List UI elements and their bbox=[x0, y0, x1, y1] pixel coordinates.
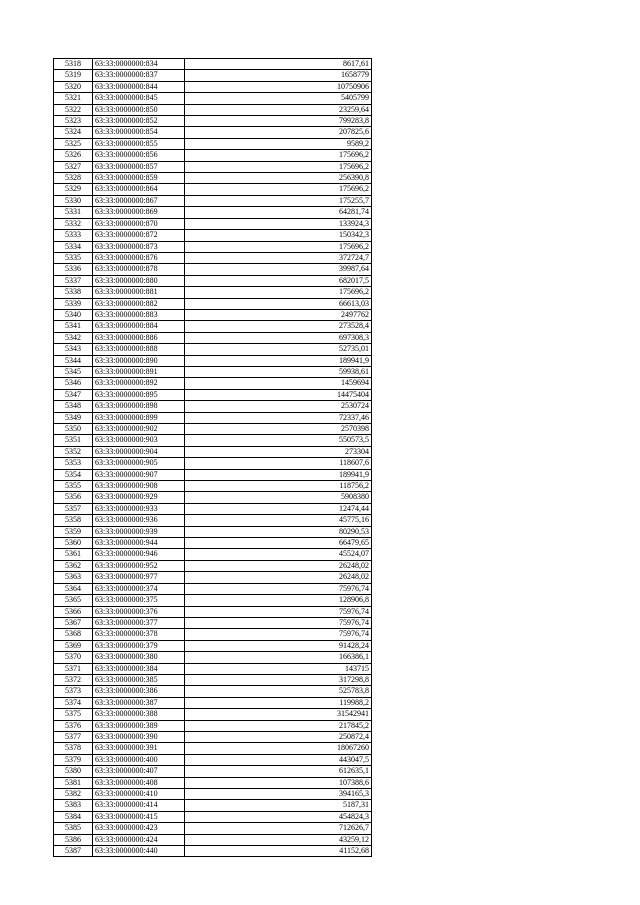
table-row bbox=[54, 116, 372, 127]
row-number-cell: 5374 bbox=[54, 697, 93, 708]
cadastral-number-cell: 63:33:0000000:380 bbox=[93, 652, 185, 663]
table-row bbox=[54, 640, 372, 651]
row-number-cell: 5354 bbox=[54, 469, 93, 480]
cadastral-number-cell: 63:33:0000000:378 bbox=[93, 629, 185, 640]
cadastral-number-cell: 63:33:0000000:844 bbox=[93, 81, 185, 92]
row-number-cell: 5371 bbox=[54, 663, 93, 674]
table-row bbox=[54, 104, 372, 115]
table-row bbox=[54, 583, 372, 594]
table-row bbox=[54, 252, 372, 263]
row-number-cell: 5381 bbox=[54, 777, 93, 788]
cadastral-number-cell: 63:33:0000000:944 bbox=[93, 538, 185, 549]
cadastral-number-cell: 63:33:0000000:414 bbox=[93, 800, 185, 811]
cadastral-number-cell: 63:33:0000000:898 bbox=[93, 401, 185, 412]
cadastral-number-cell: 63:33:0000000:902 bbox=[93, 424, 185, 435]
table-row bbox=[54, 241, 372, 252]
value-cell: 18067260 bbox=[185, 743, 372, 754]
row-number-cell: 5323 bbox=[54, 116, 93, 127]
row-number-cell: 5328 bbox=[54, 173, 93, 184]
value-cell: 12474,44 bbox=[185, 503, 372, 514]
value-cell: 23259,64 bbox=[185, 104, 372, 115]
row-number-cell: 5319 bbox=[54, 70, 93, 81]
row-number-cell: 5373 bbox=[54, 686, 93, 697]
cadastral-number-cell: 63:33:0000000:929 bbox=[93, 492, 185, 503]
row-number-cell: 5362 bbox=[54, 560, 93, 571]
table-row bbox=[54, 195, 372, 206]
cadastral-number-cell: 63:33:0000000:440 bbox=[93, 846, 185, 857]
value-cell: 59938,61 bbox=[185, 366, 372, 377]
value-cell: 150342,3 bbox=[185, 230, 372, 241]
row-number-cell: 5367 bbox=[54, 617, 93, 628]
row-number-cell: 5387 bbox=[54, 846, 93, 857]
row-number-cell: 5372 bbox=[54, 674, 93, 685]
cadastral-number-cell: 63:33:0000000:890 bbox=[93, 355, 185, 366]
cadastral-number-cell: 63:33:0000000:386 bbox=[93, 686, 185, 697]
row-number-cell: 5385 bbox=[54, 823, 93, 834]
cadastral-number-cell: 63:33:0000000:837 bbox=[93, 70, 185, 81]
value-cell: 189941,9 bbox=[185, 355, 372, 366]
row-number-cell: 5335 bbox=[54, 252, 93, 263]
value-cell: 45524,07 bbox=[185, 549, 372, 560]
cadastral-number-cell: 63:33:0000000:905 bbox=[93, 458, 185, 469]
value-cell: 72337,46 bbox=[185, 412, 372, 423]
cadastral-number-cell: 63:33:0000000:952 bbox=[93, 560, 185, 571]
table-row bbox=[54, 811, 372, 822]
table-row bbox=[54, 287, 372, 298]
cadastral-number-cell: 63:33:0000000:899 bbox=[93, 412, 185, 423]
row-number-cell: 5365 bbox=[54, 595, 93, 606]
table-row bbox=[54, 652, 372, 663]
table-row bbox=[54, 686, 372, 697]
table-row bbox=[54, 709, 372, 720]
value-cell: 273304 bbox=[185, 446, 372, 457]
table-row bbox=[54, 435, 372, 446]
value-cell: 10750906 bbox=[185, 81, 372, 92]
value-cell: 612635,1 bbox=[185, 766, 372, 777]
value-cell: 26248,02 bbox=[185, 572, 372, 583]
row-number-cell: 5336 bbox=[54, 264, 93, 275]
value-cell: 256390,8 bbox=[185, 173, 372, 184]
table-row bbox=[54, 230, 372, 241]
table-row bbox=[54, 515, 372, 526]
row-number-cell: 5324 bbox=[54, 127, 93, 138]
cadastral-number-cell: 63:33:0000000:374 bbox=[93, 583, 185, 594]
row-number-cell: 5359 bbox=[54, 526, 93, 537]
value-cell: 80290,53 bbox=[185, 526, 372, 537]
value-cell: 175696,2 bbox=[185, 150, 372, 161]
value-cell: 9589,2 bbox=[185, 138, 372, 149]
table-row bbox=[54, 469, 372, 480]
row-number-cell: 5342 bbox=[54, 332, 93, 343]
cadastral-number-cell: 63:33:0000000:903 bbox=[93, 435, 185, 446]
table-row bbox=[54, 81, 372, 92]
table-row bbox=[54, 127, 372, 138]
row-number-cell: 5325 bbox=[54, 138, 93, 149]
value-cell: 2530724 bbox=[185, 401, 372, 412]
row-number-cell: 5340 bbox=[54, 309, 93, 320]
value-cell: 8617,61 bbox=[185, 59, 372, 70]
value-cell: 91428,24 bbox=[185, 640, 372, 651]
row-number-cell: 5370 bbox=[54, 652, 93, 663]
row-number-cell: 5361 bbox=[54, 549, 93, 560]
table-row bbox=[54, 332, 372, 343]
value-cell: 2570398 bbox=[185, 424, 372, 435]
value-cell: 175696,2 bbox=[185, 287, 372, 298]
cadastral-number-cell: 63:33:0000000:384 bbox=[93, 663, 185, 674]
table-row bbox=[54, 674, 372, 685]
table-row bbox=[54, 606, 372, 617]
value-cell: 697308,3 bbox=[185, 332, 372, 343]
table-row bbox=[54, 481, 372, 492]
row-number-cell: 5380 bbox=[54, 766, 93, 777]
value-cell: 1459694 bbox=[185, 378, 372, 389]
cadastral-number-cell: 63:33:0000000:908 bbox=[93, 481, 185, 492]
row-number-cell: 5352 bbox=[54, 446, 93, 457]
value-cell: 31542941 bbox=[185, 709, 372, 720]
value-cell: 75976,74 bbox=[185, 583, 372, 594]
table-row bbox=[54, 298, 372, 309]
value-cell: 2497762 bbox=[185, 309, 372, 320]
cadastral-number-cell: 63:33:0000000:859 bbox=[93, 173, 185, 184]
cadastral-number-cell: 63:33:0000000:936 bbox=[93, 515, 185, 526]
table-row bbox=[54, 275, 372, 286]
row-number-cell: 5355 bbox=[54, 481, 93, 492]
table-body bbox=[54, 59, 372, 857]
row-number-cell: 5369 bbox=[54, 640, 93, 651]
table-row bbox=[54, 70, 372, 81]
value-cell: 41152,68 bbox=[185, 846, 372, 857]
row-number-cell: 5351 bbox=[54, 435, 93, 446]
cadastral-number-cell: 63:33:0000000:385 bbox=[93, 674, 185, 685]
value-cell: 118756,2 bbox=[185, 481, 372, 492]
cadastral-number-cell: 63:33:0000000:388 bbox=[93, 709, 185, 720]
row-number-cell: 5383 bbox=[54, 800, 93, 811]
value-cell: 1658779 bbox=[185, 70, 372, 81]
table-row bbox=[54, 754, 372, 765]
table-row bbox=[54, 720, 372, 731]
table-row bbox=[54, 446, 372, 457]
row-number-cell: 5356 bbox=[54, 492, 93, 503]
row-number-cell: 5364 bbox=[54, 583, 93, 594]
row-number-cell: 5321 bbox=[54, 93, 93, 104]
value-cell: 273528,4 bbox=[185, 321, 372, 332]
row-number-cell: 5378 bbox=[54, 743, 93, 754]
table-row bbox=[54, 150, 372, 161]
table-row bbox=[54, 663, 372, 674]
row-number-cell: 5386 bbox=[54, 834, 93, 845]
table-row bbox=[54, 207, 372, 218]
cadastral-number-cell: 63:33:0000000:408 bbox=[93, 777, 185, 788]
table-row bbox=[54, 218, 372, 229]
cadastral-number-cell: 63:33:0000000:946 bbox=[93, 549, 185, 560]
row-number-cell: 5318 bbox=[54, 59, 93, 70]
table-row bbox=[54, 697, 372, 708]
cadastral-number-cell: 63:33:0000000:895 bbox=[93, 389, 185, 400]
table-row bbox=[54, 458, 372, 469]
value-cell: 175696,2 bbox=[185, 161, 372, 172]
cadastral-number-cell: 63:33:0000000:375 bbox=[93, 595, 185, 606]
row-number-cell: 5339 bbox=[54, 298, 93, 309]
value-cell: 317298,8 bbox=[185, 674, 372, 685]
value-cell: 128906,8 bbox=[185, 595, 372, 606]
value-cell: 175255,7 bbox=[185, 195, 372, 206]
table-row bbox=[54, 595, 372, 606]
table-row bbox=[54, 59, 372, 70]
table-row bbox=[54, 800, 372, 811]
table-row bbox=[54, 834, 372, 845]
row-number-cell: 5327 bbox=[54, 161, 93, 172]
cadastral-number-cell: 63:33:0000000:845 bbox=[93, 93, 185, 104]
row-number-cell: 5346 bbox=[54, 378, 93, 389]
table-row bbox=[54, 503, 372, 514]
value-cell: 5187,31 bbox=[185, 800, 372, 811]
row-number-cell: 5344 bbox=[54, 355, 93, 366]
row-number-cell: 5334 bbox=[54, 241, 93, 252]
value-cell: 189941,9 bbox=[185, 469, 372, 480]
table-row bbox=[54, 617, 372, 628]
table-row bbox=[54, 846, 372, 857]
value-cell: 75976,74 bbox=[185, 606, 372, 617]
table-row bbox=[54, 161, 372, 172]
cadastral-number-cell: 63:33:0000000:882 bbox=[93, 298, 185, 309]
cadastral-number-cell: 63:33:0000000:387 bbox=[93, 697, 185, 708]
row-number-cell: 5350 bbox=[54, 424, 93, 435]
cadastral-number-cell: 63:33:0000000:864 bbox=[93, 184, 185, 195]
value-cell: 712626,7 bbox=[185, 823, 372, 834]
table-row bbox=[54, 401, 372, 412]
table-row bbox=[54, 138, 372, 149]
value-cell: 66613,03 bbox=[185, 298, 372, 309]
value-cell: 107388,6 bbox=[185, 777, 372, 788]
row-number-cell: 5363 bbox=[54, 572, 93, 583]
value-cell: 143715 bbox=[185, 663, 372, 674]
cadastral-number-cell: 63:33:0000000:390 bbox=[93, 731, 185, 742]
value-cell: 217845,2 bbox=[185, 720, 372, 731]
value-cell: 207825,6 bbox=[185, 127, 372, 138]
table-row bbox=[54, 264, 372, 275]
cadastral-number-cell: 63:33:0000000:892 bbox=[93, 378, 185, 389]
table-row bbox=[54, 572, 372, 583]
table-row bbox=[54, 93, 372, 104]
table-row bbox=[54, 492, 372, 503]
table-row bbox=[54, 766, 372, 777]
value-cell: 250872,4 bbox=[185, 731, 372, 742]
table-row bbox=[54, 309, 372, 320]
value-cell: 39987,64 bbox=[185, 264, 372, 275]
row-number-cell: 5330 bbox=[54, 195, 93, 206]
row-number-cell: 5349 bbox=[54, 412, 93, 423]
table-row bbox=[54, 389, 372, 400]
table-row bbox=[54, 321, 372, 332]
table-row bbox=[54, 184, 372, 195]
value-cell: 372724,7 bbox=[185, 252, 372, 263]
value-cell: 75976,74 bbox=[185, 629, 372, 640]
value-cell: 550573,5 bbox=[185, 435, 372, 446]
value-cell: 26248,02 bbox=[185, 560, 372, 571]
row-number-cell: 5331 bbox=[54, 207, 93, 218]
row-number-cell: 5329 bbox=[54, 184, 93, 195]
value-cell: 394165,3 bbox=[185, 789, 372, 800]
cadastral-number-cell: 63:33:0000000:852 bbox=[93, 116, 185, 127]
table-row bbox=[54, 560, 372, 571]
cadastral-number-cell: 63:33:0000000:891 bbox=[93, 366, 185, 377]
value-cell: 175696,2 bbox=[185, 241, 372, 252]
cadastral-number-cell: 63:33:0000000:876 bbox=[93, 252, 185, 263]
cadastral-number-cell: 63:33:0000000:878 bbox=[93, 264, 185, 275]
row-number-cell: 5341 bbox=[54, 321, 93, 332]
cadastral-number-cell: 63:33:0000000:880 bbox=[93, 275, 185, 286]
row-number-cell: 5366 bbox=[54, 606, 93, 617]
row-number-cell: 5343 bbox=[54, 344, 93, 355]
value-cell: 175696,2 bbox=[185, 184, 372, 195]
cadastral-number-cell: 63:33:0000000:376 bbox=[93, 606, 185, 617]
value-cell: 52735,01 bbox=[185, 344, 372, 355]
table-row bbox=[54, 549, 372, 560]
cadastral-number-cell: 63:33:0000000:391 bbox=[93, 743, 185, 754]
value-cell: 118607,6 bbox=[185, 458, 372, 469]
row-number-cell: 5384 bbox=[54, 811, 93, 822]
cadastral-number-cell: 63:33:0000000:389 bbox=[93, 720, 185, 731]
cadastral-number-cell: 63:33:0000000:400 bbox=[93, 754, 185, 765]
cadastral-number-cell: 63:33:0000000:415 bbox=[93, 811, 185, 822]
cadastral-number-cell: 63:33:0000000:424 bbox=[93, 834, 185, 845]
cadastral-number-cell: 63:33:0000000:870 bbox=[93, 218, 185, 229]
table-row bbox=[54, 538, 372, 549]
table-row bbox=[54, 344, 372, 355]
table-row bbox=[54, 526, 372, 537]
cadastral-number-cell: 63:33:0000000:904 bbox=[93, 446, 185, 457]
table-row bbox=[54, 823, 372, 834]
row-number-cell: 5332 bbox=[54, 218, 93, 229]
cadastral-number-cell: 63:33:0000000:850 bbox=[93, 104, 185, 115]
cadastral-number-cell: 63:33:0000000:939 bbox=[93, 526, 185, 537]
cadastral-number-cell: 63:33:0000000:855 bbox=[93, 138, 185, 149]
cadastral-number-cell: 63:33:0000000:423 bbox=[93, 823, 185, 834]
row-number-cell: 5375 bbox=[54, 709, 93, 720]
value-cell: 799283,8 bbox=[185, 116, 372, 127]
value-cell: 133924,3 bbox=[185, 218, 372, 229]
cadastral-number-cell: 63:33:0000000:873 bbox=[93, 241, 185, 252]
value-cell: 75976,74 bbox=[185, 617, 372, 628]
value-cell: 454824,3 bbox=[185, 811, 372, 822]
cadastral-number-cell: 63:33:0000000:886 bbox=[93, 332, 185, 343]
value-cell: 682017,5 bbox=[185, 275, 372, 286]
row-number-cell: 5377 bbox=[54, 731, 93, 742]
row-number-cell: 5322 bbox=[54, 104, 93, 115]
row-number-cell: 5368 bbox=[54, 629, 93, 640]
row-number-cell: 5347 bbox=[54, 389, 93, 400]
row-number-cell: 5337 bbox=[54, 275, 93, 286]
value-cell: 45775,16 bbox=[185, 515, 372, 526]
row-number-cell: 5345 bbox=[54, 366, 93, 377]
row-number-cell: 5320 bbox=[54, 81, 93, 92]
value-cell: 166386,1 bbox=[185, 652, 372, 663]
table-row bbox=[54, 731, 372, 742]
table-row bbox=[54, 173, 372, 184]
cadastral-number-cell: 63:33:0000000:883 bbox=[93, 309, 185, 320]
table-row bbox=[54, 629, 372, 640]
cadastral-number-cell: 63:33:0000000:872 bbox=[93, 230, 185, 241]
row-number-cell: 5376 bbox=[54, 720, 93, 731]
table-row bbox=[54, 743, 372, 754]
value-cell: 119988,2 bbox=[185, 697, 372, 708]
row-number-cell: 5333 bbox=[54, 230, 93, 241]
cadastral-number-cell: 63:33:0000000:933 bbox=[93, 503, 185, 514]
cadastral-number-cell: 63:33:0000000:869 bbox=[93, 207, 185, 218]
value-cell: 443047,5 bbox=[185, 754, 372, 765]
value-cell: 43259,12 bbox=[185, 834, 372, 845]
table-row bbox=[54, 378, 372, 389]
row-number-cell: 5382 bbox=[54, 789, 93, 800]
cadastral-number-cell: 63:33:0000000:907 bbox=[93, 469, 185, 480]
row-number-cell: 5357 bbox=[54, 503, 93, 514]
cadastral-number-cell: 63:33:0000000:407 bbox=[93, 766, 185, 777]
value-cell: 66479,65 bbox=[185, 538, 372, 549]
cadastral-number-cell: 63:33:0000000:410 bbox=[93, 789, 185, 800]
cadastral-number-cell: 63:33:0000000:856 bbox=[93, 150, 185, 161]
table-row bbox=[54, 424, 372, 435]
table-row bbox=[54, 777, 372, 788]
cadastral-number-cell: 63:33:0000000:888 bbox=[93, 344, 185, 355]
row-number-cell: 5379 bbox=[54, 754, 93, 765]
cadastral-number-cell: 63:33:0000000:854 bbox=[93, 127, 185, 138]
cadastral-number-cell: 63:33:0000000:867 bbox=[93, 195, 185, 206]
value-cell: 525783,8 bbox=[185, 686, 372, 697]
value-cell: 5908380 bbox=[185, 492, 372, 503]
cadastral-number-cell: 63:33:0000000:881 bbox=[93, 287, 185, 298]
row-number-cell: 5353 bbox=[54, 458, 93, 469]
value-cell: 64281,74 bbox=[185, 207, 372, 218]
row-number-cell: 5326 bbox=[54, 150, 93, 161]
data-table bbox=[53, 58, 372, 857]
row-number-cell: 5348 bbox=[54, 401, 93, 412]
cadastral-number-cell: 63:33:0000000:377 bbox=[93, 617, 185, 628]
table-row bbox=[54, 366, 372, 377]
row-number-cell: 5338 bbox=[54, 287, 93, 298]
value-cell: 14475404 bbox=[185, 389, 372, 400]
cadastral-number-cell: 63:33:0000000:834 bbox=[93, 59, 185, 70]
table-row bbox=[54, 789, 372, 800]
cadastral-number-cell: 63:33:0000000:977 bbox=[93, 572, 185, 583]
cadastral-number-cell: 63:33:0000000:379 bbox=[93, 640, 185, 651]
cadastral-number-cell: 63:33:0000000:884 bbox=[93, 321, 185, 332]
row-number-cell: 5360 bbox=[54, 538, 93, 549]
cadastral-number-cell: 63:33:0000000:857 bbox=[93, 161, 185, 172]
table-row bbox=[54, 412, 372, 423]
value-cell: 5405799 bbox=[185, 93, 372, 104]
row-number-cell: 5358 bbox=[54, 515, 93, 526]
table-row bbox=[54, 355, 372, 366]
